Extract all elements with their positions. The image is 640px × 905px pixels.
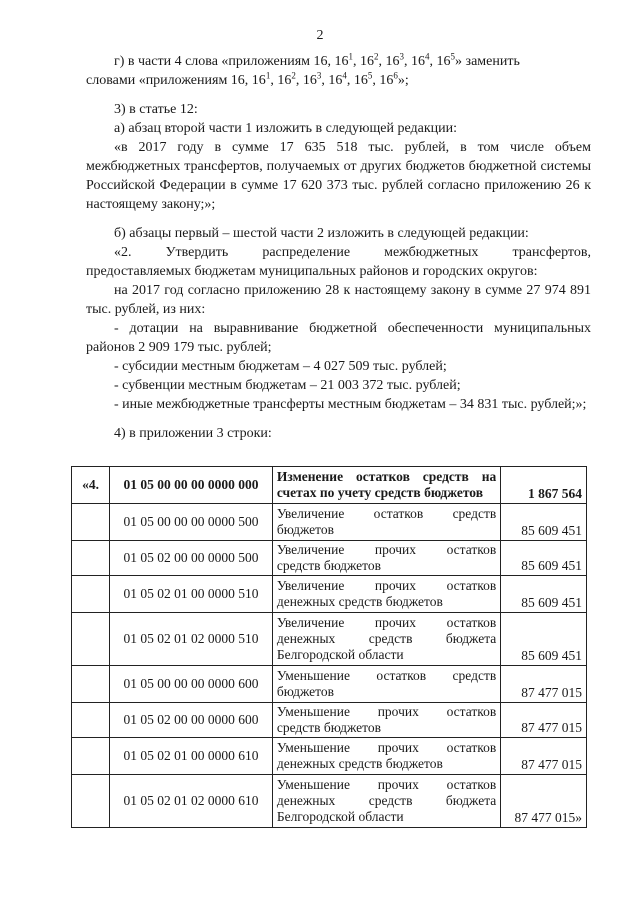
row-code: 01 05 02 00 00 0000 600 [110,703,273,738]
row-code: 01 05 02 01 02 0000 610 [110,775,273,828]
row-mark: «4. [72,467,110,504]
row-mark-cell [72,666,110,703]
row-code: 01 05 02 01 02 0000 510 [110,613,273,666]
row-sum: 85 609 451 [501,541,587,576]
row-sum: 87 477 015 [501,738,587,775]
row-mark-cell [72,738,110,775]
row-name: Уменьшение остатков средств бюджетов [272,666,500,703]
row-mark-cell [72,775,110,828]
row-code: 01 05 02 00 00 0000 500 [110,541,273,576]
row-name: Уменьшение прочих остатков денежных средств бюджета Белгородской области [272,775,500,828]
table-row [72,703,587,738]
appendix-3-table [71,466,587,828]
row-mark-cell [72,541,110,576]
row-name: Увеличение прочих остатков денежных средств бюджетов [272,576,500,613]
header-sum: 1 867 564 [501,467,587,504]
table-row [72,504,587,541]
table-row [72,738,587,775]
paragraph-b-intro: б) абзацы первый – шестой части 2 изложить в следующей редакции: [114,226,529,241]
paragraph-g-line1: г) в части 4 слова «приложениям 16, $16^1$, $16^2$, $16^3$, $16^4$, $16^5$» заменить [114,51,520,69]
paragraph-b-line1: «2. Утвердить распределение межбюджетных трансфертов, [114,245,591,260]
header-code: 01 05 00 00 00 0000 000 [110,467,273,504]
row-mark-cell [72,504,110,541]
table-header-row [72,467,587,504]
row-name: Увеличение остатков средств бюджетов [272,504,500,541]
paragraph-b-line2: предоставляемых бюджетам муниципальных районов и городских округов: [86,264,538,279]
row-code: 01 05 02 01 00 0000 610 [110,738,273,775]
row-name: Уменьшение прочих остатков денежных средств бюджетов [272,738,500,775]
table-row [72,541,587,576]
paragraph-b-dotations: - дотации на выравнивание бюджетной обеспеченности муниципальных районов 2 909 179 тыс. рублей; [86,321,591,355]
row-code: 01 05 02 01 00 0000 510 [110,576,273,613]
page-number: 2 [316,28,324,43]
header-name: Изменение остатков средств на счетах по учету средств бюджетов [272,467,500,504]
paragraph-a-intro: а) абзац второй части 1 изложить в следующей редакции: [114,121,457,136]
row-sum: 87 477 015» [501,775,587,828]
paragraph-b-other: - иные межбюджетные трансферты местным бюджетам – 34 831 тыс. рублей;»; [114,397,587,412]
row-code: 01 05 00 00 00 0000 600 [110,666,273,703]
paragraph-article-12: 3) в статье 12: [114,102,198,117]
table-row [72,613,587,666]
row-sum: 85 609 451 [501,613,587,666]
row-mark-cell [72,576,110,613]
paragraph-b-subventions: - субвенции местным бюджетам – 21 003 372 тыс. рублей; [114,378,461,393]
row-sum: 85 609 451 [501,504,587,541]
table-row [72,775,587,828]
table-row [72,576,587,613]
table-row [72,666,587,703]
row-sum: 85 609 451 [501,576,587,613]
document-body [86,52,591,443]
paragraph-b-subsidies: - субсидии местным бюджетам – 4 027 509 тыс. рублей; [114,359,447,374]
row-sum: 87 477 015 [501,703,587,738]
row-name: Увеличение прочих остатков средств бюджетов [272,541,500,576]
row-mark-cell [72,613,110,666]
row-mark-cell [72,703,110,738]
paragraph-a-text: «в 2017 году в сумме 17 635 518 тыс. рублей, в том числе объем межбюджетных трансфертов, получаемых от других бюджетов бюджетной системы Российской Федерации в сумме 17 620 373 тыс. рублей согласно приложению 26 к настоящему закону;»; [86,140,591,212]
paragraph-appendix-3: 4) в приложении 3 строки: [114,426,272,441]
row-name: Уменьшение прочих остатков средств бюджетов [272,703,500,738]
row-code: 01 05 00 00 00 0000 500 [110,504,273,541]
row-sum: 87 477 015 [501,666,587,703]
row-name: Увеличение прочих остатков денежных средств бюджета Белгородской области [272,613,500,666]
paragraph-g-line2: словами «приложениям 16, $16^1$, $16^2$, $16^3$, $16^4$, $16^5$, $16^6$»; [86,70,409,88]
paragraph-b-2017: на 2017 год согласно приложению 28 к настоящему закону в сумме 27 974 891 тыс. рублей, из них: [86,283,591,317]
